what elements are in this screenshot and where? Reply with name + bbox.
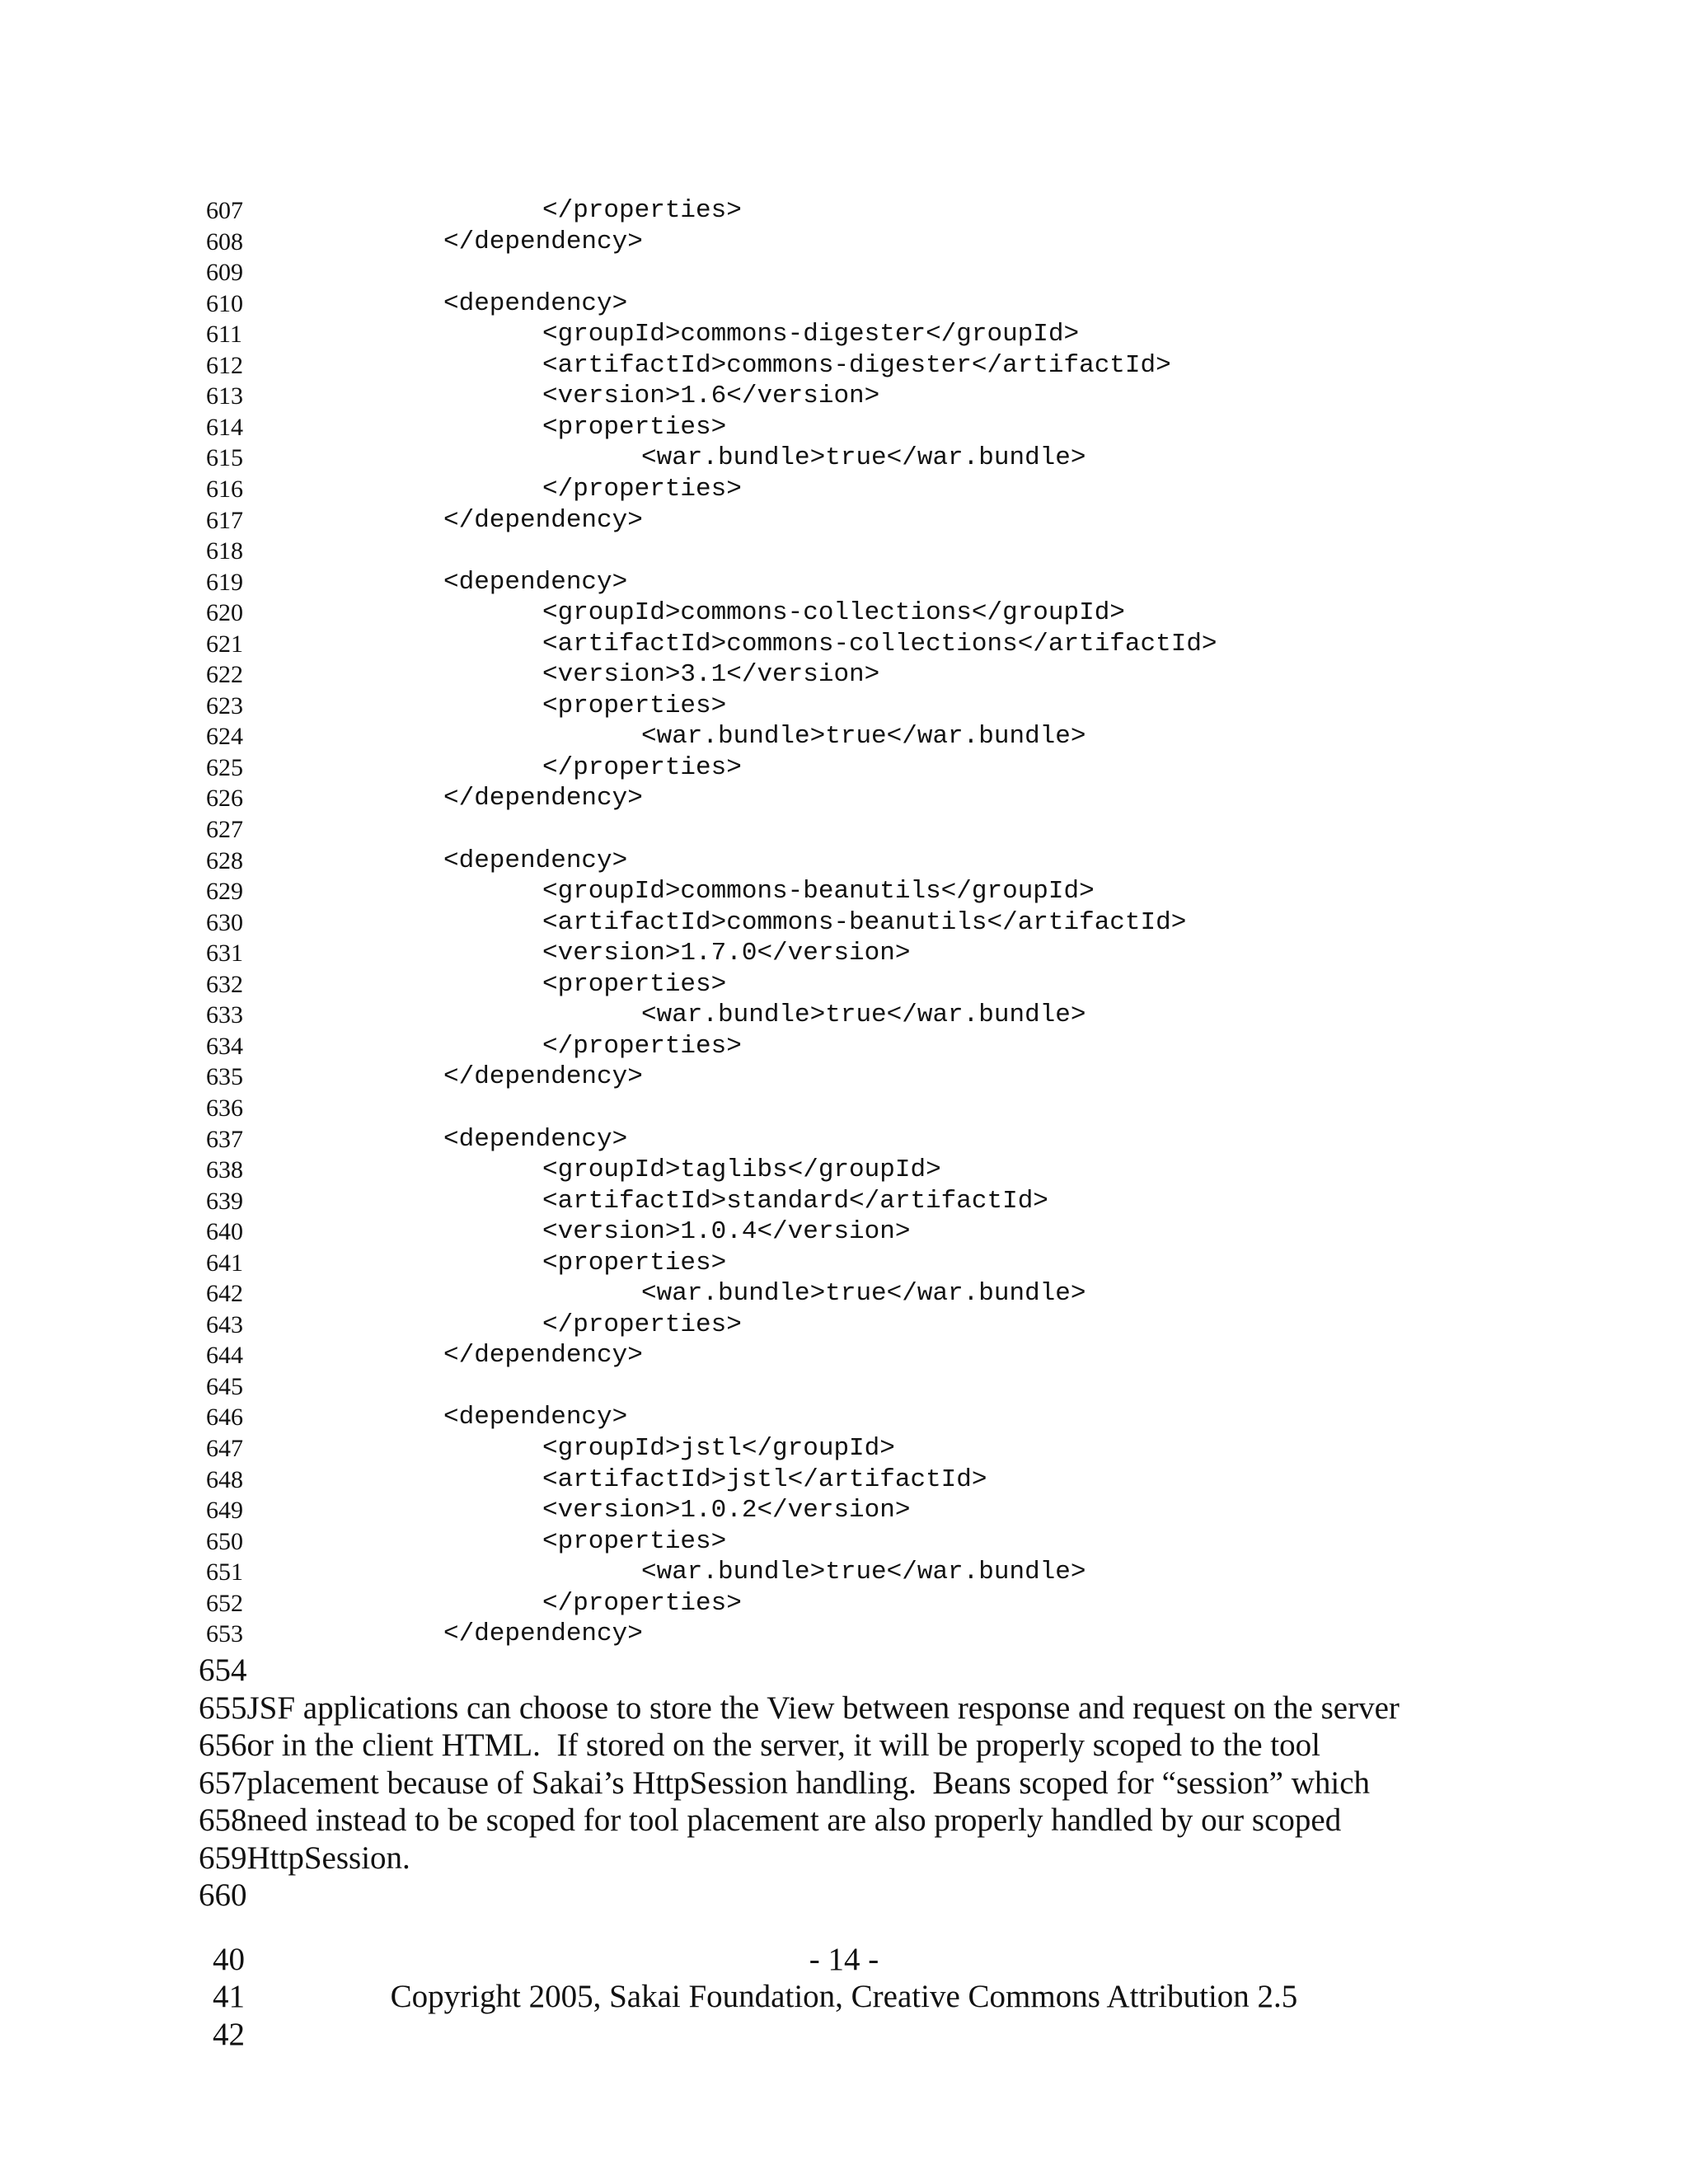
line-number: 651 bbox=[206, 1558, 243, 1586]
line-number: 649 bbox=[206, 1497, 243, 1524]
code-line bbox=[0, 195, 1688, 225]
code-text: </dependency> bbox=[443, 227, 643, 256]
prose-line: 660 bbox=[199, 1877, 247, 1913]
code-line bbox=[0, 1526, 1688, 1556]
code-text: </dependency> bbox=[443, 506, 643, 535]
page-number: - 14 - bbox=[809, 1942, 879, 1977]
code-text: <properties> bbox=[542, 1249, 727, 1277]
code-text: </properties> bbox=[542, 475, 742, 504]
code-line bbox=[0, 752, 1688, 782]
line-number: 624 bbox=[206, 723, 243, 750]
line-number: 652 bbox=[206, 1590, 243, 1617]
code-line bbox=[0, 907, 1688, 937]
code-text: <war.bundle>true</war.bundle> bbox=[641, 1001, 1086, 1029]
code-line bbox=[0, 381, 1688, 410]
code-text: </dependency> bbox=[443, 1619, 643, 1648]
code-line bbox=[0, 1062, 1688, 1091]
code-text: <version>1.7.0</version> bbox=[542, 939, 911, 968]
line-number: 632 bbox=[206, 971, 243, 998]
line-number: 613 bbox=[206, 382, 243, 410]
code-line bbox=[0, 567, 1688, 597]
line-number: 631 bbox=[206, 940, 243, 967]
line-number: 637 bbox=[206, 1126, 243, 1153]
code-text: <groupId>commons-digester</groupId> bbox=[542, 320, 1080, 349]
line-number: 629 bbox=[206, 878, 243, 905]
code-line bbox=[0, 1371, 1688, 1401]
prose-line: 655JSF applications can choose to store the View between response and request on the server bbox=[199, 1690, 1400, 1726]
code-text: <groupId>commons-beanutils</groupId> bbox=[542, 877, 1095, 906]
code-line bbox=[0, 288, 1688, 318]
code-line bbox=[0, 443, 1688, 472]
code-line bbox=[0, 350, 1688, 380]
code-line bbox=[0, 1619, 1688, 1648]
line-number: 621 bbox=[206, 630, 243, 658]
code-line bbox=[0, 691, 1688, 720]
code-text: </properties> bbox=[542, 1310, 742, 1339]
code-line bbox=[0, 598, 1688, 627]
line-number: 618 bbox=[206, 537, 243, 565]
code-text: <war.bundle>true</war.bundle> bbox=[641, 1558, 1086, 1586]
code-line bbox=[0, 1278, 1688, 1308]
code-text: <war.bundle>true</war.bundle> bbox=[641, 1279, 1086, 1308]
code-text: <groupId>taglibs</groupId> bbox=[542, 1155, 941, 1184]
code-line bbox=[0, 1340, 1688, 1370]
code-text: <version>3.1</version> bbox=[542, 660, 880, 689]
copyright-notice: Copyright 2005, Sakai Foundation, Creative Commons Attribution 2.5 bbox=[390, 1979, 1298, 2014]
line-number: 646 bbox=[206, 1404, 243, 1431]
code-line bbox=[0, 1310, 1688, 1339]
line-number: 625 bbox=[206, 754, 243, 781]
code-text: </dependency> bbox=[443, 784, 643, 813]
line-number: 647 bbox=[206, 1435, 243, 1462]
code-text: <artifactId>commons-collections</artifactId> bbox=[542, 630, 1217, 658]
code-text: </properties> bbox=[542, 1589, 742, 1618]
code-line bbox=[0, 1402, 1688, 1432]
line-number: 627 bbox=[206, 816, 243, 843]
line-number: 640 bbox=[206, 1218, 243, 1245]
code-line bbox=[0, 1216, 1688, 1246]
code-text: <properties> bbox=[542, 1527, 727, 1556]
code-text: </dependency> bbox=[443, 1341, 643, 1370]
line-number: 610 bbox=[206, 290, 243, 317]
line-number: 638 bbox=[206, 1156, 243, 1183]
prose-line: 656or in the client HTML. If stored on the server, it will be properly scoped to the tool bbox=[199, 1727, 1320, 1763]
code-text: <groupId>commons-collections</groupId> bbox=[542, 598, 1125, 627]
line-number: 619 bbox=[206, 569, 243, 596]
line-number: 622 bbox=[206, 661, 243, 688]
line-number: 617 bbox=[206, 507, 243, 534]
code-text: <dependency> bbox=[443, 289, 628, 318]
prose-line: 657placement because of Sakai’s HttpSession handling. Beans scoped for “session” which bbox=[199, 1765, 1371, 1801]
line-number: 650 bbox=[206, 1528, 243, 1555]
code-line bbox=[0, 783, 1688, 813]
line-number: 609 bbox=[206, 259, 243, 286]
line-number: 608 bbox=[206, 228, 243, 255]
code-text: <war.bundle>true</war.bundle> bbox=[641, 443, 1086, 472]
code-line bbox=[0, 1155, 1688, 1184]
code-text: <artifactId>commons-beanutils</artifactId> bbox=[542, 908, 1187, 937]
code-line bbox=[0, 227, 1688, 256]
code-line bbox=[0, 1557, 1688, 1586]
code-text: <dependency> bbox=[443, 1403, 628, 1432]
footer-line-number: 40 bbox=[213, 1942, 245, 1977]
line-number: 628 bbox=[206, 847, 243, 874]
code-text: <dependency> bbox=[443, 846, 628, 875]
code-line bbox=[0, 1031, 1688, 1061]
line-number: 607 bbox=[206, 197, 243, 224]
code-line bbox=[0, 1093, 1688, 1122]
code-line bbox=[0, 1433, 1688, 1463]
code-text: <version>1.0.4</version> bbox=[542, 1217, 911, 1246]
code-line bbox=[0, 721, 1688, 751]
line-number: 620 bbox=[206, 599, 243, 626]
code-text: <artifactId>standard</artifactId> bbox=[542, 1187, 1048, 1216]
line-number: 633 bbox=[206, 1001, 243, 1029]
code-line bbox=[0, 505, 1688, 535]
code-line bbox=[0, 814, 1688, 844]
line-number: 641 bbox=[206, 1249, 243, 1277]
line-number: 648 bbox=[206, 1466, 243, 1493]
footer-line-number: 42 bbox=[213, 2017, 245, 2052]
line-number: 634 bbox=[206, 1033, 243, 1060]
line-number: 645 bbox=[206, 1373, 243, 1400]
code-text: <artifactId>commons-digester</artifactId> bbox=[542, 351, 1171, 380]
code-text: <groupId>jstl</groupId> bbox=[542, 1434, 895, 1463]
code-text: <properties> bbox=[542, 691, 727, 720]
code-line bbox=[0, 1465, 1688, 1494]
line-number: 615 bbox=[206, 444, 243, 471]
code-line bbox=[0, 536, 1688, 565]
line-number: 630 bbox=[206, 909, 243, 936]
line-number: 612 bbox=[206, 352, 243, 379]
code-line bbox=[0, 257, 1688, 287]
line-number: 626 bbox=[206, 785, 243, 812]
code-line bbox=[0, 474, 1688, 504]
code-text: <dependency> bbox=[443, 568, 628, 597]
code-line bbox=[0, 412, 1688, 442]
prose-line: 658need instead to be scoped for tool placement are also properly handled by our scoped bbox=[199, 1802, 1342, 1838]
line-number: 635 bbox=[206, 1063, 243, 1090]
code-text: <dependency> bbox=[443, 1125, 628, 1154]
code-line bbox=[0, 876, 1688, 906]
line-number: 639 bbox=[206, 1188, 243, 1215]
code-line bbox=[0, 1186, 1688, 1216]
code-line bbox=[0, 1495, 1688, 1525]
code-text: </dependency> bbox=[443, 1062, 643, 1091]
code-line bbox=[0, 629, 1688, 658]
line-number: 643 bbox=[206, 1311, 243, 1338]
code-text: <artifactId>jstl</artifactId> bbox=[542, 1465, 987, 1494]
code-line bbox=[0, 969, 1688, 999]
code-text: <properties> bbox=[542, 413, 727, 442]
code-text: </properties> bbox=[542, 1032, 742, 1061]
code-line bbox=[0, 1124, 1688, 1154]
line-number: 611 bbox=[206, 321, 242, 348]
prose-line: 659HttpSession. bbox=[199, 1840, 410, 1876]
code-text: <properties> bbox=[542, 970, 727, 999]
code-text: </properties> bbox=[542, 196, 742, 225]
code-text: </properties> bbox=[542, 753, 742, 782]
code-line bbox=[0, 1248, 1688, 1277]
code-line bbox=[0, 319, 1688, 349]
code-line bbox=[0, 938, 1688, 968]
code-line bbox=[0, 1000, 1688, 1029]
prose-line: 654 bbox=[199, 1652, 247, 1688]
line-number: 642 bbox=[206, 1280, 243, 1307]
code-line bbox=[0, 1588, 1688, 1618]
code-text: <war.bundle>true</war.bundle> bbox=[641, 722, 1086, 751]
code-text: <version>1.6</version> bbox=[542, 382, 880, 410]
line-number: 653 bbox=[206, 1620, 243, 1647]
code-line bbox=[0, 659, 1688, 689]
line-number: 616 bbox=[206, 476, 243, 503]
line-number: 623 bbox=[206, 692, 243, 719]
code-text: <version>1.0.2</version> bbox=[542, 1496, 911, 1525]
line-number: 644 bbox=[206, 1342, 243, 1369]
code-line bbox=[0, 846, 1688, 875]
line-number: 614 bbox=[206, 414, 243, 441]
footer-line-number: 41 bbox=[213, 1979, 245, 2014]
line-number: 636 bbox=[206, 1094, 243, 1122]
